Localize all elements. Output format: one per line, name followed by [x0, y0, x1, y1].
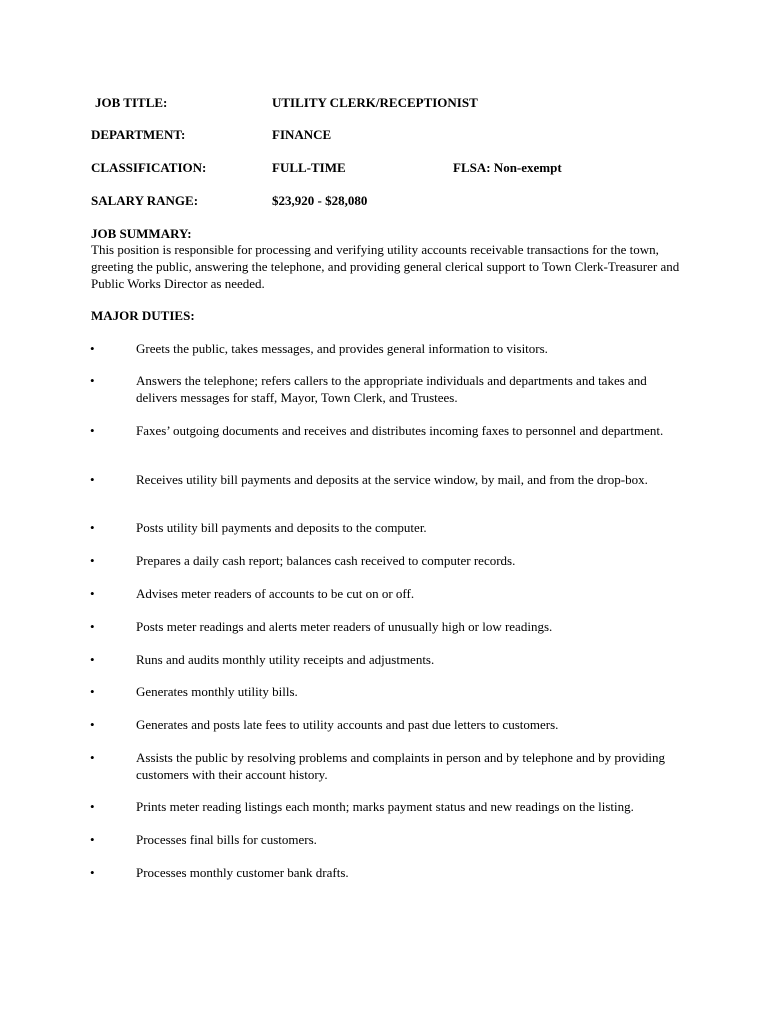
duty-text: Runs and audits monthly utility receipts and adjustments.: [136, 652, 435, 667]
duty-text: Receives utility bill payments and deposits at the service window, by mail, and from the drop-box.: [136, 472, 648, 487]
classification-value: FULL-TIME: [272, 160, 346, 175]
duty-text: Prepares a daily cash report; balances cash received to computer records.: [136, 553, 516, 568]
bullet-icon: •: [90, 832, 95, 847]
bullet-icon: •: [90, 619, 95, 634]
bullet-icon: •: [90, 553, 95, 568]
job-title-label: JOB TITLE:: [95, 95, 168, 110]
classification-label: CLASSIFICATION:: [91, 160, 207, 175]
bullet-icon: •: [90, 373, 95, 388]
duty-text: Advises meter readers of accounts to be cut on or off.: [136, 586, 415, 601]
duty-text: Greets the public, takes messages, and provides general information to visitors.: [136, 341, 548, 356]
job-summary-text: This position is responsible for processing and verifying utility accounts receivable transactions for the town, greeting the public, answering the telephone, and providing general clerical support to Town Clerk-Treasurer and Public Works Director as needed.: [91, 242, 680, 291]
bullet-icon: •: [90, 799, 95, 814]
bullet-icon: •: [90, 586, 95, 601]
duty-text: Generates monthly utility bills.: [136, 684, 298, 699]
department-value: FINANCE: [272, 127, 332, 142]
bullet-icon: •: [90, 865, 95, 880]
bullet-icon: •: [90, 750, 95, 765]
department-label: DEPARTMENT:: [91, 127, 186, 142]
duty-text: Generates and posts late fees to utility accounts and past due letters to customers.: [136, 717, 559, 732]
job-summary-heading: JOB SUMMARY:: [91, 226, 192, 241]
flsa-status: FLSA: Non-exempt: [453, 160, 562, 175]
bullet-icon: •: [90, 472, 95, 487]
major-duties-heading: MAJOR DUTIES:: [91, 308, 195, 323]
bullet-icon: •: [90, 423, 95, 438]
duty-text: Processes final bills for customers.: [136, 832, 317, 847]
duty-text: Processes monthly customer bank drafts.: [136, 865, 349, 880]
duty-text: Posts utility bill payments and deposits to the computer.: [136, 520, 427, 535]
salary-range-value: $23,920 - $28,080: [272, 193, 368, 208]
bullet-icon: •: [90, 684, 95, 699]
duty-text: Posts meter readings and alerts meter readers of unusually high or low readings.: [136, 619, 553, 634]
salary-range-label: SALARY RANGE:: [91, 193, 199, 208]
duty-text: Faxes’ outgoing documents and receives and distributes incoming faxes to personnel and department.: [136, 423, 664, 438]
duty-text: Answers the telephone; refers callers to the appropriate individuals and departments and takes and delivers messages for staff, Mayor, Town Clerk, and Trustees.: [136, 373, 647, 405]
bullet-icon: •: [90, 520, 95, 535]
duty-text: Assists the public by resolving problems and complaints in person and by telephone and by providing customers with their account history.: [136, 750, 665, 782]
bullet-icon: •: [90, 341, 95, 356]
duty-text: Prints meter reading listings each month; marks payment status and new readings on the listing.: [136, 799, 634, 814]
job-title-value: UTILITY CLERK/RECEPTIONIST: [272, 95, 478, 110]
bullet-icon: •: [90, 717, 95, 732]
bullet-icon: •: [90, 652, 95, 667]
